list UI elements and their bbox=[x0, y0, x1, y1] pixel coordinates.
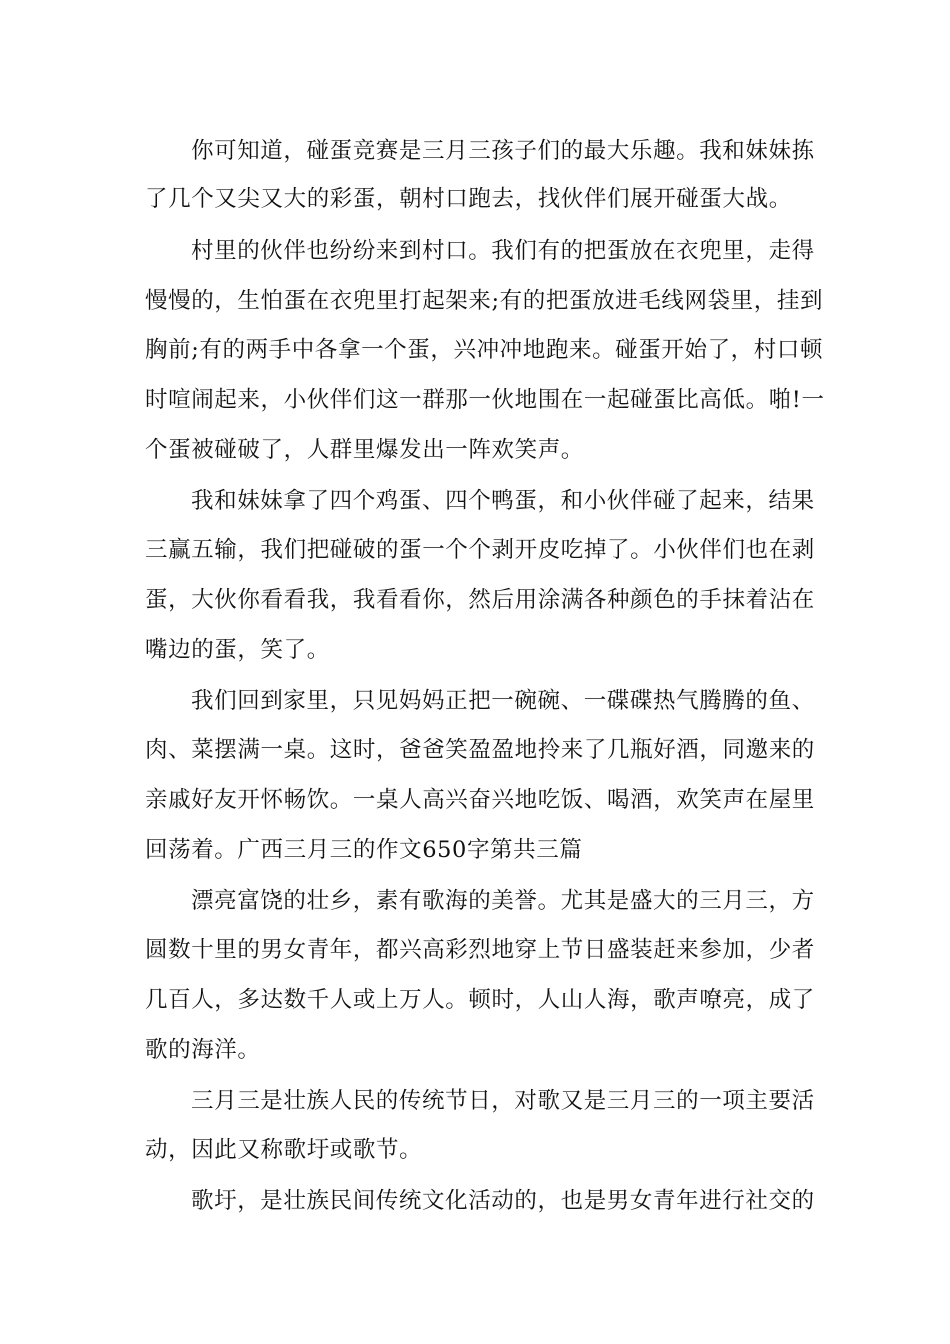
text-line: 慢慢的，生怕蛋在衣兜里打起架来;有的把蛋放进毛线网袋里，挂到 bbox=[145, 288, 824, 314]
text-line: 我和妹妹拿了四个鸡蛋、四个鸭蛋，和小伙伴碰了起来，结果 bbox=[191, 488, 815, 514]
text-line: 时喧闹起来，小伙伴们这一群那一伙地围在一起碰蛋比高低。啪!一 bbox=[145, 387, 825, 413]
text-line: 回荡着。广西三月三的作文650字第共三篇 bbox=[145, 837, 583, 863]
text-line: 三月三是壮族人民的传统节日，对歌又是三月三的一项主要活 bbox=[191, 1088, 815, 1114]
text-line: 蛋，大伙你看看我，我看看你，然后用涂满各种颜色的手抹着沾在 bbox=[145, 587, 815, 613]
text-line: 圆数十里的男女青年，都兴高彩烈地穿上节日盛装赶来参加，少者 bbox=[145, 937, 815, 963]
text-line: 漂亮富饶的壮乡，素有歌海的美誉。尤其是盛大的三月三，方 bbox=[191, 888, 815, 914]
text-line: 村里的伙伴也纷纷来到村口。我们有的把蛋放在衣兜里，走得 bbox=[191, 238, 815, 264]
text-line: 你可知道，碰蛋竞赛是三月三孩子们的最大乐趣。我和妹妹拣 bbox=[191, 138, 815, 164]
text-line: 三赢五输，我们把碰破的蛋一个个剥开皮吃掉了。小伙伴们也在剥 bbox=[145, 537, 815, 563]
text-line: 肉、菜摆满一桌。这时，爸爸笑盈盈地拎来了几瓶好酒，同邀来的 bbox=[145, 737, 815, 763]
text-line: 动，因此又称歌圩或歌节。 bbox=[145, 1137, 423, 1163]
text-line: 了几个又尖又大的彩蛋，朝村口跑去，找伙伴们展开碰蛋大战。 bbox=[145, 186, 792, 212]
text-line: 我们回到家里，只见妈妈正把一碗碗、一碟碟热气腾腾的鱼、 bbox=[191, 688, 815, 714]
text-line: 几百人，多达数千人或上万人。顿时，人山人海，歌声嘹亮，成了 bbox=[145, 987, 815, 1013]
text-line: 嘴边的蛋，笑了。 bbox=[145, 637, 330, 663]
text-line: 胸前;有的两手中各拿一个蛋，兴冲冲地跑来。碰蛋开始了，村口顿 bbox=[145, 337, 824, 363]
text-line: 个蛋被碰破了，人群里爆发出一阵欢笑声。 bbox=[145, 437, 584, 463]
text-line: 歌的海洋。 bbox=[145, 1037, 261, 1063]
text-line: 亲戚好友开怀畅饮。一桌人高兴奋兴地吃饭、喝酒，欢笑声在屋里 bbox=[145, 787, 815, 813]
text-line: 歌圩，是壮族民间传统文化活动的，也是男女青年进行社交的 bbox=[191, 1188, 815, 1214]
